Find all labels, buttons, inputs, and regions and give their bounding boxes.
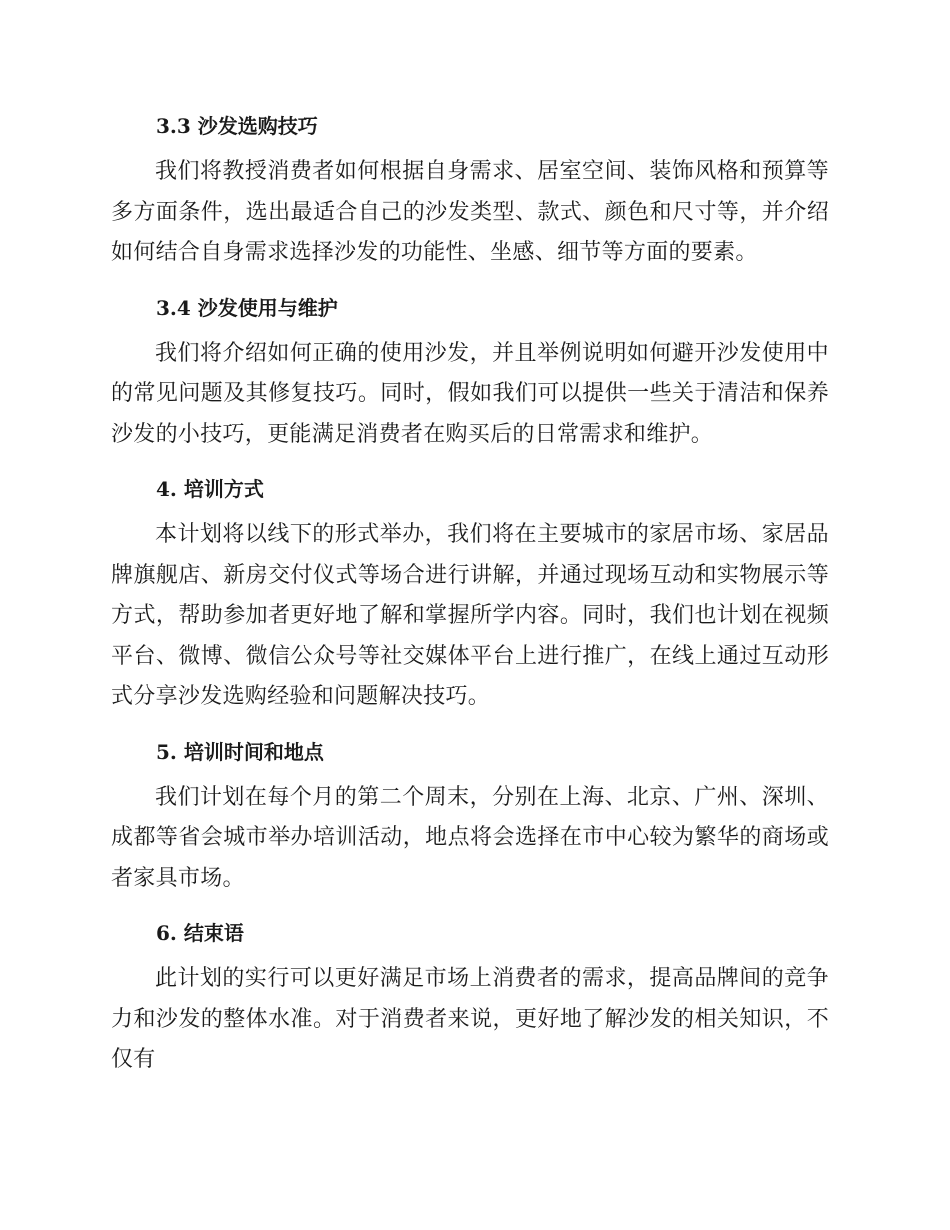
section-sofa-use-maintenance [111,290,829,456]
section-sofa-buying-tips [111,108,829,274]
section-paragraph: 此计划的实行可以更好满足市场上消费者的需求，提高品牌间的竞争力和沙发的整体水准。对于消费者来说，更好地了解沙发的相关知识，不仅有 [111,966,829,1072]
section-conclusion [111,915,829,1081]
section-heading: 3.4 沙发使用与维护 [156,295,338,320]
section-heading: 5. 培训时间和地点 [156,739,324,764]
document-content [111,108,829,1097]
section-heading: 6. 结束语 [156,921,244,945]
section-heading: 4. 培训方式 [156,477,264,501]
section-paragraph: 本计划将以线下的形式举办，我们将在主要城市的家居市场、家居品牌旗舰店、新房交付仪式等场合进行讲解，并通过现场互动和实物展示等方式，帮助参加者更好地了解和掌握所学内容。同时，我们也计划在视频平台、微博、微信公众号等社交媒体平台上进行推广，在线上通过互动形式分享沙发选购经验和问题解决技巧。 [111,522,829,709]
section-training-method [111,471,829,718]
section-training-time-location [111,734,829,900]
section-paragraph: 我们将介绍如何正确的使用沙发，并且举例说明如何避开沙发使用中的常见问题及其修复技巧。同时，假如我们可以提供一些关于清洁和保养沙发的小技巧，更能满足消费者在购买后的日常需求和维护。 [111,340,829,447]
section-paragraph: 我们计划在每个月的第二个周末，分别在上海、北京、广州、深圳、成都等省会城市举办培训活动，地点将会选择在市中心较为繁华的商场或者家具市场。 [111,784,829,891]
section-paragraph: 我们将教授消费者如何根据自身需求、居室空间、装饰风格和预算等多方面条件，选出最适合自己的沙发类型、款式、颜色和尺寸等，并介绍如何结合自身需求选择沙发的功能性、坐感、细节等方面的要素。 [111,159,829,265]
section-heading: 3.3 沙发选购技巧 [156,114,318,138]
